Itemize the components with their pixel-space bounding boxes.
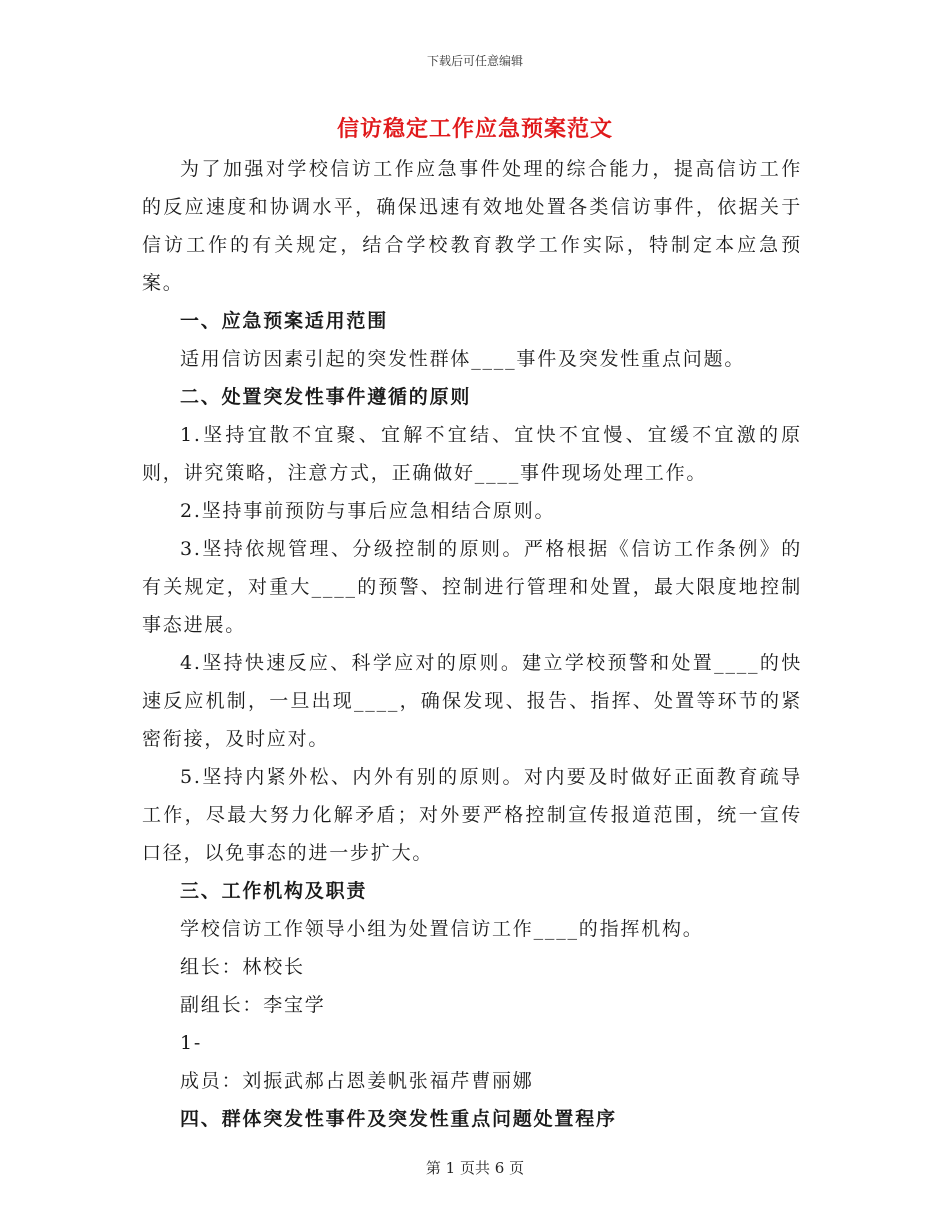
document-body (142, 150, 802, 1138)
section-heading-1: 一、应急预案适用范围 (180, 310, 389, 332)
document-title: 信访稳定工作应急预案范文 (336, 116, 613, 142)
deputy-leader-line: 副组长：李宝学 (180, 994, 326, 1016)
principle-1: 1.坚持宜散不宜聚、宜解不宜结、宜快不宜慢、宜缓不宜激的原则，讲究策略，注意方式，正确做好____事件现场处理工作。 (142, 424, 802, 484)
principle-3: 3.坚持依规管理、分级控制的原则。严格根据《信访工作条例》的有关规定，对重大____的预警、控制进行管理和处置，最大限度地控制事态进展。 (142, 538, 802, 636)
page-footer: 第 1 页共 6 页 (425, 1159, 525, 1177)
page-marker-line: 1- (180, 1032, 203, 1054)
members-line: 成员：刘振武郝占恩姜帆张福芹曹丽娜 (180, 1070, 534, 1092)
section-heading-2: 二、处置突发性事件遵循的原则 (180, 386, 472, 408)
section-heading-3: 三、工作机构及职责 (180, 880, 368, 902)
principle-4: 4.坚持快速反应、科学应对的原则。建立学校预警和处置____的快速反应机制，一旦出现____，确保发现、报告、指挥、处置等环节的紧密衔接，及时应对。 (142, 652, 802, 750)
paragraph-scope: 适用信访因素引起的突发性群体____事件及突发性重点问题。 (180, 348, 746, 370)
principle-2: 2.坚持事前预防与事后应急相结合原则。 (180, 500, 556, 522)
page-header: 下载后可任意编辑 (426, 54, 523, 68)
paragraph-command: 学校信访工作领导小组为处置信访工作____的指挥机构。 (180, 918, 704, 940)
principle-5: 5.坚持内紧外松、内外有别的原则。对内要及时做好正面教育疏导工作，尽最大努力化解矛盾；对外要严格控制宣传报道范围，统一宣传口径，以免事态的进一步扩大。 (142, 766, 802, 864)
section-heading-4: 四、群体突发性事件及突发性重点问题处置程序 (180, 1108, 617, 1130)
leader-line: 组长：林校长 (180, 956, 305, 978)
paragraph-intro: 为了加强对学校信访工作应急事件处理的综合能力，提高信访工作的反应速度和协调水平，确保迅速有效地处置各类信访事件，依据关于信访工作的有关规定，结合学校教育教学工作实际，特制定本应急预案。 (142, 158, 802, 294)
